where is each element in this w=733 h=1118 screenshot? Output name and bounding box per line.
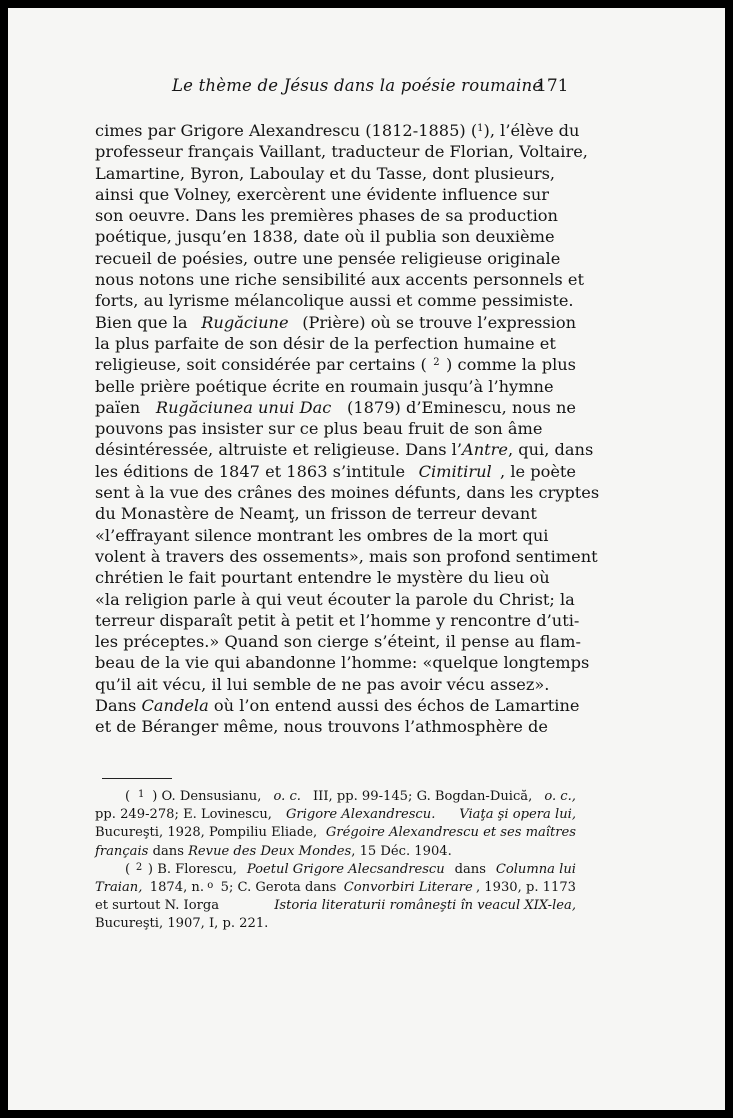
page-number: 171 <box>536 76 569 96</box>
text-line: professeur français Vaillant, traducteur de Florian, Voltaire, <box>95 142 588 162</box>
book-page <box>8 8 725 1110</box>
footnote-1-line: pp. 249-278; E. Lovinescu, Grigore Alexandrescu. Viaţa şi opera lui, <box>95 807 576 823</box>
text-line: sent à la vue des crânes des moines défunts, dans les cryptes <box>95 483 600 503</box>
text-line: païen Rugăciunea unui Dac (1879) d’Eminescu, nous ne <box>95 397 576 417</box>
footnote-2-line: Bucureşti, 1907, I, p. 221. <box>95 916 269 932</box>
text-line: les préceptes.» Quand son cierge s’éteint, il pense au flam- <box>95 632 581 652</box>
footnote-1-line: Bucureşti, 1928, Pompiliu Eliade, Grégoire Alexandrescu et ses maîtres <box>95 825 576 841</box>
poem-title-rugaciune: Rugăciune <box>201 312 289 332</box>
footnotes <box>95 788 576 934</box>
text-line: ainsi que Volney, exercèrent une évidente influence sur <box>95 184 550 204</box>
text-line: religieuse, soit considérée par certains ( $^2$ ) comme la plus <box>95 355 576 375</box>
text-line: Lamartine, Byron, Laboulay et du Tasse, dont plusieurs, <box>95 163 556 183</box>
poem-title-antre: Antre <box>462 440 508 460</box>
text-line: du Monastère de Neamţ, un frisson de terreur devant <box>95 504 537 524</box>
running-head <box>8 76 725 102</box>
footnote-1-line: ( $^1$ ) O. Densusianu, o. c. III, pp. 99-145; G. Bogdan-Duică, o. c., <box>125 789 576 804</box>
text-line: la plus parfaite de son désir de la perfection humaine et <box>95 333 556 353</box>
text-line: «la religion parle à qui veut écouter la parole du Christ; la <box>95 589 575 609</box>
poem-title-rugaciunea-unui-dac: Rugăciunea unui Dac <box>155 397 332 417</box>
text-line: cimes par Grigore Alexandrescu (1812-1885) ( $^1$ ), l’élève du <box>95 121 580 140</box>
text-line: Bien que la Rugăciune (Prière) où se trouve l’expression <box>95 312 576 332</box>
text-line: nous notons une riche sensibilité aux accents personnels et <box>95 270 584 290</box>
footnote-1-line: français dans Revue des Deux Mondes , 15 Déc. 1904. <box>95 843 452 859</box>
footnote-2-line: et surtout N. Iorga Istoria literaturii româneşti în veacul XIX-lea, <box>95 898 576 914</box>
text-line: terreur disparaît petit à petit et l’homme y rencontre d’uti- <box>95 610 580 630</box>
text-line: forts, au lyrisme mélancolique aussi et comme pessimiste. <box>95 291 574 311</box>
footnote-divider <box>102 778 172 779</box>
text-line: son oeuvre. Dans les premières phases de sa production <box>95 206 558 226</box>
text-line: désintéressée, altruiste et religieuse. Dans l’ Antre , qui, dans <box>95 440 594 460</box>
text-line: recueil de poésies, outre une pensée religieuse originale <box>95 248 561 268</box>
text-line: qu’il ait vécu, il lui semble de ne pas avoir vécu assez». <box>95 674 550 694</box>
text-line: «l’effrayant silence montrant les ombres de la mort qui <box>95 525 549 545</box>
text-line: Dans Candela où l’on entend aussi des échos de Lamartine <box>95 696 580 716</box>
text-line: beau de la vie qui abandonne l’homme: «quelque longtemps <box>95 653 590 673</box>
text-line: volent à travers des ossements», mais son profond sentiment <box>95 546 598 566</box>
text-line: pouvons pas insister sur ce plus beau fruit de son âme <box>95 419 543 439</box>
footnote-2-line: Traian, 1874, n. $^o$ 5; C. Gerota dans Convorbiri Literare , 1930, p. 1173 <box>95 879 576 895</box>
text-line: belle prière poétique écrite en roumain jusqu’à l’hymne <box>95 376 554 396</box>
poem-title-candela: Candela <box>141 696 209 716</box>
running-title: Le thème de Jésus dans la poésie roumaine <box>172 76 543 95</box>
footnote-2-line: ( $^2$ ) B. Florescu, Poetul Grigore Alecsandrescu dans Columna lui <box>125 861 576 877</box>
body-text <box>95 120 600 738</box>
text-line: poétique, jusqu’en 1838, date où il publia son deuxième <box>95 227 555 247</box>
text-line: chrétien le fait pourtant entendre le mystère du lieu où <box>95 568 550 588</box>
poem-title-cimitirul: Cimitirul <box>418 461 492 481</box>
text-line: et de Béranger même, nous trouvons l’athmosphère de <box>95 717 548 737</box>
text-line: les éditions de 1847 et 1863 s’intitule Cimitirul , le poète <box>95 461 576 481</box>
